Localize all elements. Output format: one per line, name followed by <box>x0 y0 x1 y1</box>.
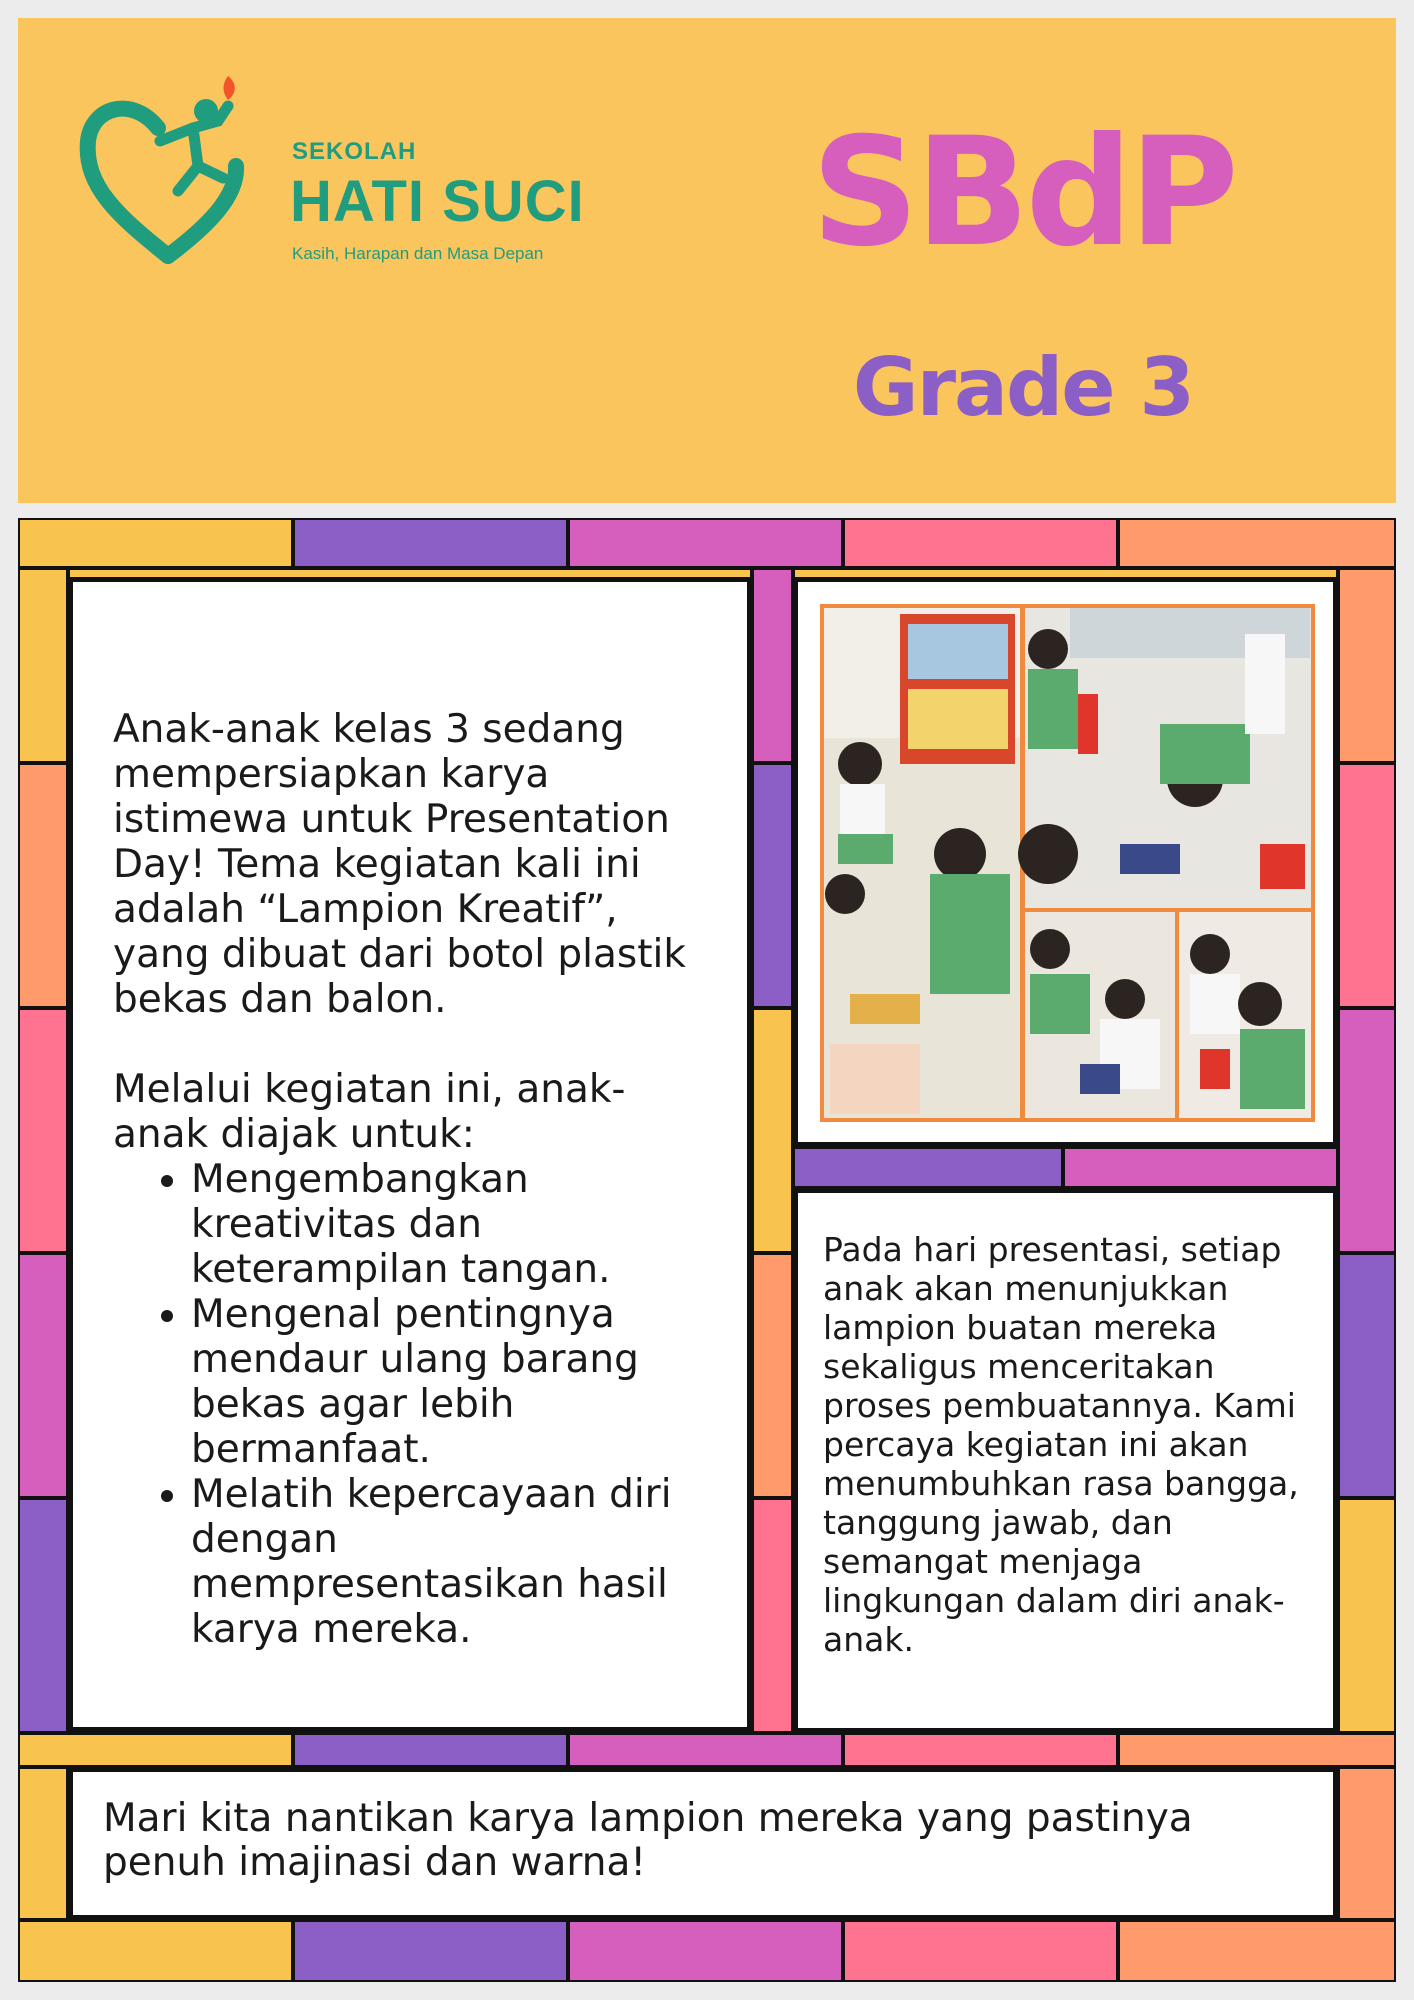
list-item: • Melatih kepercayaan diri dengan mempresentasikan hasil karya mereka. <box>191 1472 717 1652</box>
school-prefix: SEKOLAH <box>292 138 417 165</box>
side-text-card <box>793 1188 1338 1733</box>
main-text-card <box>68 577 752 1732</box>
intro-paragraph: Anak-anak kelas 3 sedang mempersiapkan karya istimewa untuk Presentation Day! Tema kegiatan kali ini adalah “Lampion Kreatif”, yang dibuat dari botol plastik bekas dan balon. <box>113 707 686 1022</box>
lead-paragraph: Melalui kegiatan ini, anak-anak diajak untuk: <box>113 1067 626 1157</box>
goals-list <box>113 1157 717 1652</box>
grade-title: Grade 3 <box>852 341 1194 434</box>
list-item: • Mengembangkan kreativitas dan keterampilan tangan. <box>191 1157 717 1292</box>
side-paragraph: Pada hari presentasi, setiap anak akan menunjukkan lampion buatan mereka sekaligus menceritakan proses pembuatannya. Kami percaya kegiatan ini akan menumbuhkan rasa bangga, tanggung jawab, dan semangat menjaga lingkungan dalam diri anak-anak. <box>823 1230 1299 1659</box>
closing-paragraph: Mari kita nantikan karya lampion mereka yang pastinya penuh imajinasi dan warna! <box>103 1796 1193 1885</box>
photo-card <box>793 577 1338 1147</box>
school-name: HATI SUCI <box>290 169 585 234</box>
header-banner <box>18 18 1396 503</box>
main-text-content <box>113 707 717 1652</box>
bottom-text-card <box>68 1767 1338 1920</box>
list-item: • Mengenal pentingnya mendaur ulang barang bekas agar lebih bermanfaat. <box>191 1292 717 1472</box>
school-logo <box>78 66 258 276</box>
school-tagline: Kasih, Harapan dan Masa Depan <box>292 244 544 263</box>
photo-collage <box>820 604 1315 1122</box>
subject-title: SBdP <box>811 106 1235 280</box>
